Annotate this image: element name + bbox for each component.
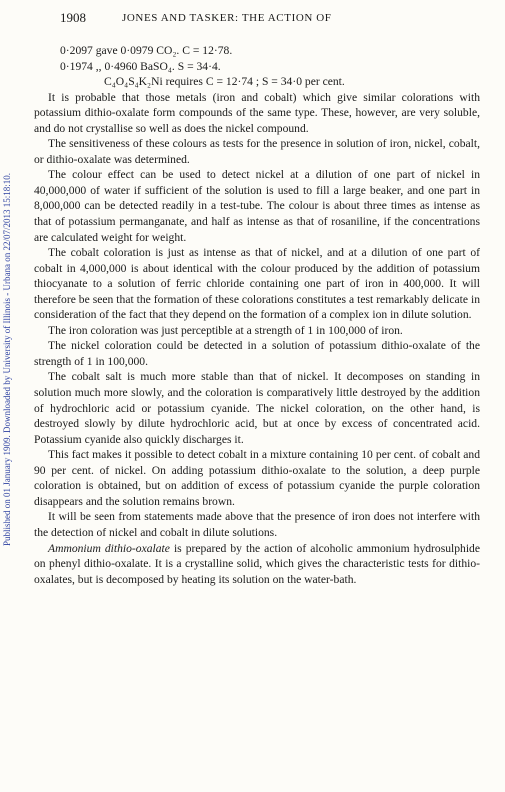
paragraph-7: The cobalt salt is much more stable than that of nickel. It decomposes on standing in solution much more slowly, and the coloration is comparatively little destroyed by the addition of hydrochloric acid or potassium cyanide. The nickel coloration, on the other hand, is destroyed slowly by dilute hydrochloric acid, but at once by excess of concentrated acid. Potassium cyanide also quickly discharges it. — [34, 370, 480, 446]
paragraph-4: The cobalt coloration is just as intense as that of nickel, and at a dilution of one part of cobalt in 4,000,000 is about identical with the colour produced by the addition of potassium thiocyanate to a solution of ferric chloride containing one part of iron in 400,000. It will therefore be seen that the formation of these colorations constitutes a test remarkably delicate in consideration of the fact that they depend on the formation of a complex ion in dilute solution. — [34, 246, 480, 322]
running-head: JONES AND TASKER: THE ACTION OF — [122, 12, 332, 24]
article-body — [34, 43, 480, 587]
formula-requirement: C₄O₄S₄K₂Ni requires C = 12·74 ; S = 34·0 per cent. — [104, 75, 345, 89]
paragraph-ammonium — [34, 541, 480, 588]
paragraph-8: This fact makes it possible to detect cobalt in a mixture containing 10 per cent. of cobalt and 90 per cent. of nickel. On adding potassium dithio-oxalate to the solution, a deep purple coloration is obtained, but on addition of excess of potassium cyanide the purple coloration disappears and the solution remains brown. — [34, 448, 480, 508]
analysis-line-sulphur: 0·1974 ,, 0·4960 BaSO₄. S = 34·4. — [60, 59, 221, 73]
paragraph-3: The colour effect can be used to detect nickel at a dilution of one part of nickel in 40,000,000 of water if sufficient of the solution is used to fill a large beaker, and one part in 8,000,000 can be detected readily in a test-tube. The colour is about three times as intense as that of potassium permanganate, and half as intense as that of rosaniline, if the concentrations are calculated weight for weight. — [34, 168, 480, 244]
paragraph-6: The nickel coloration could be detected in a solution of potassium dithio-oxalate of the strength of 1 in 100,000. — [34, 339, 480, 368]
compound-name: Ammonium dithio-oxalate — [48, 541, 170, 555]
analysis-line-carbon: 0·2097 gave 0·0979 CO₂. C = 12·78. — [60, 44, 233, 57]
paragraph-2: The sensitiveness of these colours as tests for the presence in solution of iron, nickel, cobalt, or dithio-oxalate was determined. — [34, 137, 480, 166]
compound-description: is prepared by the action of alcoholic ammonium hydrosulphide on phenyl dithio-oxalate. It is a crystalline solid, which gives the characteristic tests for dithio-oxalates, but is decomposed by heating its solution on the water-bath. — [34, 541, 480, 586]
paragraph-9: It will be seen from statements made above that the presence of iron does not interfere with the detection of nickel and cobalt in dilute solutions. — [34, 510, 480, 539]
page-number: 1908 — [60, 10, 86, 25]
paragraph-1: It is probable that those metals (iron and cobalt) which give similar colorations with potassium dithio-oxalate form compounds of the same type. These, however, are very soluble, and do not crystallise so well as does the nickel compound. — [34, 90, 480, 135]
download-watermark: Published on 01 January 1909. Downloaded by University of Illinois - Urbana on 22/07/2013 15:18:10. — [2, 173, 12, 547]
paragraph-5: The iron coloration was just perceptible at a strength of 1 in 100,000 of iron. — [48, 323, 403, 337]
page-header — [60, 10, 480, 30]
